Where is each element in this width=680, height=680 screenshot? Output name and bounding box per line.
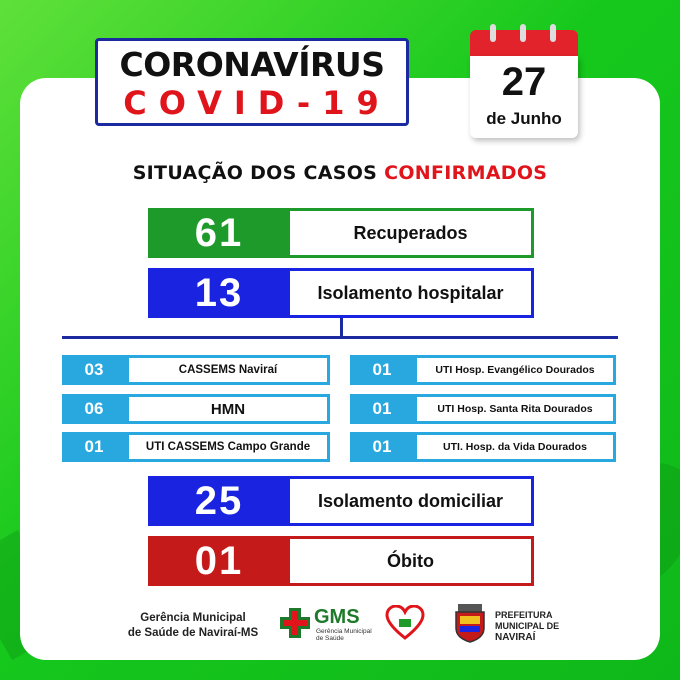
hospital-isolation-row [148,268,534,318]
calendar-ring [520,24,526,42]
deaths-row [148,536,534,586]
deaths-label: Óbito [290,536,534,586]
hospital-row [62,355,330,385]
prefeitura-line2: MUNICIPAL DE [495,621,560,631]
calendar-day: 27 [501,60,547,104]
connector-horizontal [62,336,618,339]
hospital-name: UTI Hosp. Santa Rita Dourados [414,394,616,424]
gerencia-text [118,611,268,641]
calendar-ring [490,24,496,42]
hospital-count: 01 [350,355,414,385]
hospital-row [350,355,616,385]
title-box [95,38,409,126]
prefeitura-text [495,610,559,643]
home-isolation-count: 25 [148,476,290,526]
deaths-count: 01 [148,536,290,586]
hospital-name: UTI Hosp. Evangélico Dourados [414,355,616,385]
prefeitura-line1: PREFEITURA [495,610,553,620]
gms-cross-icon [280,608,310,638]
hospital-count: 01 [350,394,414,424]
gerencia-line1: Gerência Municipal [140,612,246,624]
prefeitura-line3: NAVIRAÍ [495,632,536,643]
recovered-row [148,208,534,258]
municipal-crest-icon [450,602,490,644]
sus-heart-logo [385,605,425,641]
hospital-name: HMN [126,394,330,424]
hospital-row [62,394,330,424]
subtitle [0,162,680,184]
hospital-count: 01 [62,432,126,462]
hospital-count: 06 [62,394,126,424]
home-isolation-row [148,476,534,526]
hospital-count: 01 [350,432,414,462]
gms-name: GMS [314,606,360,628]
hospital-name: UTI. Hosp. da Vida Dourados [414,432,616,462]
hospital-name: UTI CASSEMS Campo Grande [126,432,330,462]
subtitle-part1: SITUAÇÃO DOS CASOS [132,162,378,184]
recovered-count: 61 [148,208,290,258]
recovered-label: Recuperados [290,208,534,258]
hospital-isolation-label: Isolamento hospitalar [290,268,534,318]
gerencia-line2: de Saúde de Naviraí-MS [127,627,259,639]
calendar-icon [470,30,578,138]
calendar-ring [550,24,556,42]
hospital-name: CASSEMS Naviraí [126,355,330,385]
title-coronavirus: CORONAVÍRUS [119,45,385,84]
hospital-row [350,432,616,462]
gms-subtitle: Gerência Municipal de Saúde [316,628,372,642]
hospital-isolation-count: 13 [148,268,290,318]
hospital-count: 03 [62,355,126,385]
calendar-month: de Junho [486,109,562,128]
home-isolation-label: Isolamento domiciliar [290,476,534,526]
connector-vertical [340,318,343,338]
hospital-row [350,394,616,424]
hospital-row [62,432,330,462]
title-covid19: COVID-19 [123,84,391,122]
subtitle-part2: CONFIRMADOS [384,162,548,184]
